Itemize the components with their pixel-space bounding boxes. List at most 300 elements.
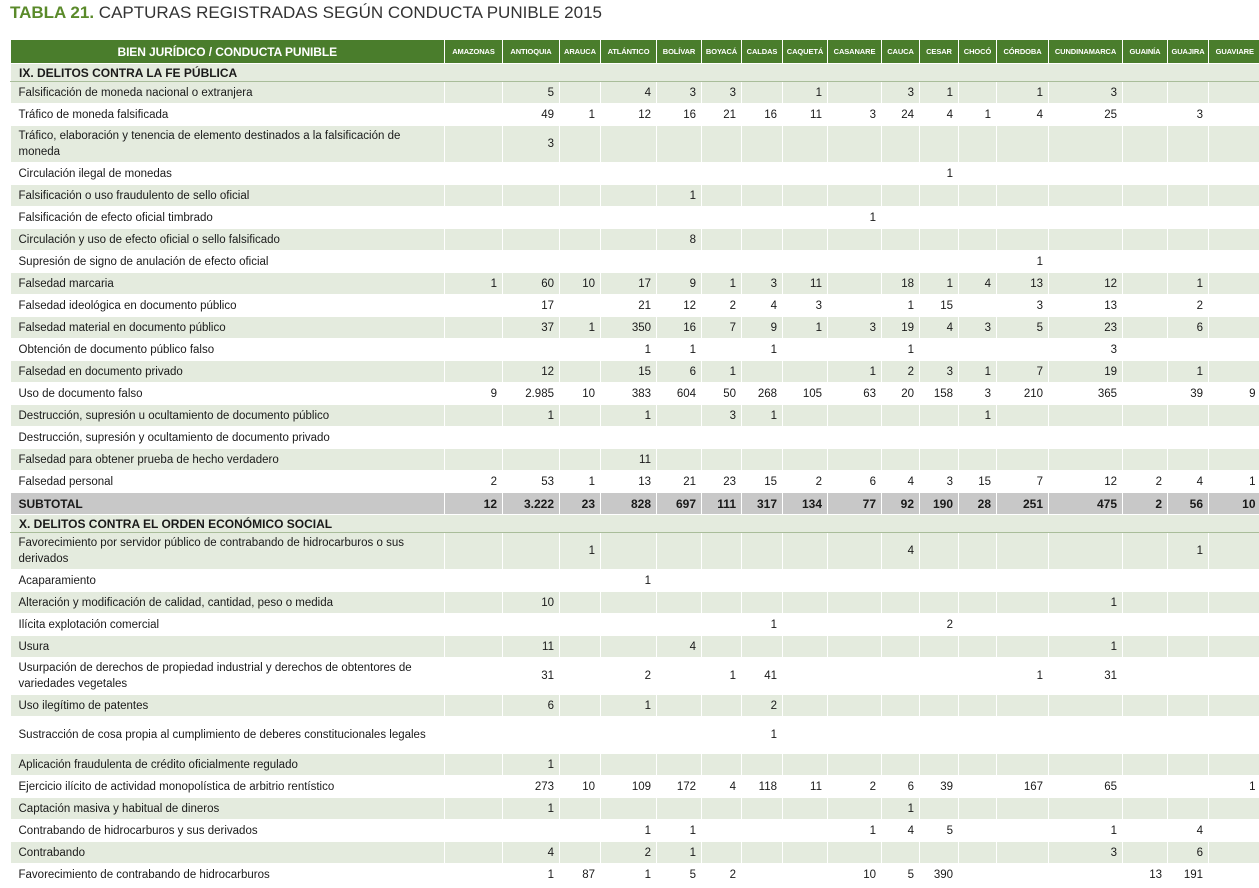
table-cell: 41 <box>742 658 783 695</box>
table-cell <box>783 533 828 570</box>
table-cell <box>959 449 997 471</box>
table-cell <box>1123 449 1168 471</box>
column-header: CALDAS <box>742 40 783 64</box>
table-cell: 24 <box>882 104 920 126</box>
table-cell <box>445 361 503 383</box>
table-cell <box>959 295 997 317</box>
table-cell: 11 <box>783 776 828 798</box>
table-cell <box>997 449 1049 471</box>
column-header: GUAINÍA <box>1123 40 1168 64</box>
table-cell <box>503 207 560 229</box>
table-cell <box>1123 104 1168 126</box>
table-cell <box>1049 570 1123 592</box>
table-cell: 2 <box>783 471 828 493</box>
table-cell: 1 <box>601 864 657 886</box>
table-cell <box>1209 295 1259 317</box>
table-cell: 1 <box>601 405 657 427</box>
table-cell <box>997 570 1049 592</box>
column-header: ARAUCA <box>560 40 601 64</box>
table-cell: 1 <box>783 317 828 339</box>
row-label: Falsificación de efecto oficial timbrado <box>11 207 445 229</box>
table-cell: 4 <box>959 273 997 295</box>
table-cell <box>828 614 882 636</box>
table-cell: 1 <box>1209 471 1259 493</box>
table-cell <box>1123 533 1168 570</box>
table-cell <box>1168 658 1209 695</box>
table-cell <box>920 405 959 427</box>
table-cell <box>997 533 1049 570</box>
table-cell: 6 <box>882 776 920 798</box>
table-cell <box>560 614 601 636</box>
table-cell: 21 <box>601 295 657 317</box>
table-cell <box>997 163 1049 185</box>
table-cell: 1 <box>560 104 601 126</box>
table-cell <box>1168 427 1209 449</box>
captures-table <box>10 40 1259 885</box>
table-cell <box>828 449 882 471</box>
table-cell <box>702 449 742 471</box>
table-cell <box>1209 317 1259 339</box>
table-row <box>11 405 1259 427</box>
table-cell: 1 <box>959 104 997 126</box>
table-cell: 2 <box>601 658 657 695</box>
table-cell <box>560 339 601 361</box>
column-header: CÓRDOBA <box>997 40 1049 64</box>
table-cell: 49 <box>503 104 560 126</box>
table-cell: 15 <box>920 295 959 317</box>
table-cell: 4 <box>920 104 959 126</box>
table-cell <box>1049 185 1123 207</box>
table-cell <box>742 592 783 614</box>
table-cell <box>560 717 601 754</box>
table-row <box>11 717 1259 754</box>
table-cell <box>702 754 742 776</box>
table-cell: 9 <box>1209 383 1259 405</box>
table-cell <box>1123 163 1168 185</box>
table-cell <box>920 636 959 658</box>
row-label: Circulación ilegal de monedas <box>11 163 445 185</box>
table-cell: 3 <box>702 405 742 427</box>
table-cell <box>1209 82 1259 104</box>
table-cell: 3 <box>959 317 997 339</box>
table-cell <box>1209 864 1259 886</box>
table-cell <box>1123 592 1168 614</box>
table-cell: 77 <box>828 493 882 515</box>
table-cell: 53 <box>503 471 560 493</box>
table-cell: 1 <box>503 798 560 820</box>
table-cell <box>702 427 742 449</box>
table-cell: 191 <box>1168 864 1209 886</box>
table-cell: 2 <box>920 614 959 636</box>
table-cell <box>601 636 657 658</box>
table-cell: 1 <box>1168 273 1209 295</box>
table-cell: 10 <box>1209 493 1259 515</box>
table-cell: 1 <box>702 658 742 695</box>
column-header: CAUCA <box>882 40 920 64</box>
table-row <box>11 842 1259 864</box>
table-cell <box>1049 126 1123 163</box>
table-cell: 12 <box>1049 273 1123 295</box>
table-cell <box>1209 842 1259 864</box>
table-cell: 3 <box>657 82 702 104</box>
table-cell <box>1123 229 1168 251</box>
table-cell: 1 <box>702 273 742 295</box>
table-cell: 2 <box>1123 471 1168 493</box>
table-cell <box>742 842 783 864</box>
row-label: Ilícita explotación comercial <box>11 614 445 636</box>
table-cell <box>920 229 959 251</box>
table-cell <box>503 427 560 449</box>
table-cell <box>445 405 503 427</box>
table-cell <box>997 695 1049 717</box>
table-cell <box>503 229 560 251</box>
table-cell: 2 <box>742 695 783 717</box>
table-cell: 23 <box>1049 317 1123 339</box>
section-row <box>11 64 1259 82</box>
table-cell <box>702 636 742 658</box>
table-cell <box>882 592 920 614</box>
table-cell <box>657 126 702 163</box>
table-cell: 1 <box>601 820 657 842</box>
table-cell <box>1123 383 1168 405</box>
table-cell: 3 <box>783 295 828 317</box>
table-cell <box>1123 717 1168 754</box>
table-cell <box>882 614 920 636</box>
table-cell <box>1168 636 1209 658</box>
table-cell: 31 <box>1049 658 1123 695</box>
table-cell: 9 <box>657 273 702 295</box>
table-cell: 10 <box>560 776 601 798</box>
table-cell <box>959 570 997 592</box>
table-cell <box>1209 798 1259 820</box>
table-cell <box>920 592 959 614</box>
table-cell <box>783 636 828 658</box>
table-row <box>11 82 1259 104</box>
row-label: Destrucción, supresión u ocultamiento de documento público <box>11 405 445 427</box>
row-label: Falsedad marcaria <box>11 273 445 295</box>
table-cell <box>1209 207 1259 229</box>
table-cell <box>445 317 503 339</box>
table-cell <box>882 717 920 754</box>
table-cell <box>920 754 959 776</box>
table-cell <box>1123 636 1168 658</box>
table-cell: 4 <box>882 471 920 493</box>
column-header: BOLÍVAR <box>657 40 702 64</box>
table-cell: 697 <box>657 493 702 515</box>
table-cell <box>1049 449 1123 471</box>
table-cell <box>1209 126 1259 163</box>
row-label: Favorecimiento por servidor público de contrabando de hidrocarburos o sus derivados <box>11 533 445 570</box>
table-cell <box>997 592 1049 614</box>
table-cell: 4 <box>503 842 560 864</box>
table-cell <box>1168 776 1209 798</box>
table-cell <box>1049 614 1123 636</box>
table-cell <box>657 427 702 449</box>
row-label: Sustracción de cosa propia al cumplimiento de deberes constitucionales legales <box>11 717 445 754</box>
table-row <box>11 754 1259 776</box>
table-cell <box>959 592 997 614</box>
table-cell <box>997 207 1049 229</box>
table-cell <box>783 798 828 820</box>
table-cell: 383 <box>601 383 657 405</box>
table-cell: 19 <box>882 317 920 339</box>
table-cell: 604 <box>657 383 702 405</box>
table-cell <box>657 251 702 273</box>
table-cell: 17 <box>601 273 657 295</box>
table-cell <box>657 798 702 820</box>
table-cell: 1 <box>828 361 882 383</box>
table-cell: 16 <box>742 104 783 126</box>
table-cell <box>601 126 657 163</box>
row-label: Favorecimiento de contrabando de hidrocarburos <box>11 864 445 886</box>
table-cell <box>1123 126 1168 163</box>
table-cell <box>445 695 503 717</box>
table-cell <box>1123 317 1168 339</box>
column-header: CHOCÓ <box>959 40 997 64</box>
table-cell: 1 <box>601 695 657 717</box>
table-cell <box>882 207 920 229</box>
table-cell <box>783 570 828 592</box>
table-cell <box>1049 798 1123 820</box>
table-cell <box>560 405 601 427</box>
table-cell: 8 <box>657 229 702 251</box>
table-cell <box>601 754 657 776</box>
table-cell <box>920 798 959 820</box>
table-cell <box>601 798 657 820</box>
table-cell <box>1209 229 1259 251</box>
table-cell: 1 <box>882 339 920 361</box>
table-cell <box>828 658 882 695</box>
table-cell <box>1168 126 1209 163</box>
table-cell <box>702 163 742 185</box>
table-cell <box>503 570 560 592</box>
table-cell <box>1123 361 1168 383</box>
row-label: Tráfico, elaboración y tenencia de elemento destinados a la falsificación de moneda <box>11 126 445 163</box>
table-cell: 111 <box>702 493 742 515</box>
table-cell <box>828 273 882 295</box>
table-cell <box>601 427 657 449</box>
table-cell: 4 <box>702 776 742 798</box>
table-cell <box>997 126 1049 163</box>
table-cell <box>601 163 657 185</box>
table-cell: 5 <box>657 864 702 886</box>
table-cell <box>1209 449 1259 471</box>
table-cell <box>828 82 882 104</box>
table-cell <box>997 798 1049 820</box>
table-cell <box>560 126 601 163</box>
table-cell: 23 <box>560 493 601 515</box>
table-cell <box>959 864 997 886</box>
table-cell <box>601 614 657 636</box>
table-cell: 3 <box>882 82 920 104</box>
table-cell <box>920 842 959 864</box>
table-cell: 15 <box>742 471 783 493</box>
table-cell <box>1049 754 1123 776</box>
table-cell: 12 <box>503 361 560 383</box>
table-cell: 1 <box>702 361 742 383</box>
table-cell <box>503 449 560 471</box>
table-row <box>11 361 1259 383</box>
table-cell <box>560 570 601 592</box>
table-cell: 6 <box>503 695 560 717</box>
table-cell: 1 <box>657 820 702 842</box>
table-cell: 1 <box>601 570 657 592</box>
table-cell <box>882 405 920 427</box>
table-cell <box>560 251 601 273</box>
table-cell <box>882 695 920 717</box>
section-label: X. DELITOS CONTRA EL ORDEN ECONÓMICO SOCIAL <box>11 515 1259 533</box>
table-cell <box>828 126 882 163</box>
table-cell: 3 <box>702 82 742 104</box>
column-header: CESAR <box>920 40 959 64</box>
table-cell: 4 <box>601 82 657 104</box>
table-cell <box>1123 273 1168 295</box>
table-cell <box>1123 798 1168 820</box>
table-cell <box>997 820 1049 842</box>
table-cell: 1 <box>783 82 828 104</box>
table-cell: 1 <box>742 717 783 754</box>
table-cell <box>445 798 503 820</box>
table-cell <box>1209 614 1259 636</box>
table-cell: 6 <box>657 361 702 383</box>
table-cell <box>959 207 997 229</box>
table-cell <box>1209 185 1259 207</box>
table-cell: 2 <box>1168 295 1209 317</box>
subtotal-row <box>11 493 1259 515</box>
table-row <box>11 533 1259 570</box>
table-cell: 10 <box>828 864 882 886</box>
table-cell <box>560 798 601 820</box>
table-cell: 3 <box>1049 339 1123 361</box>
table-cell: 23 <box>702 471 742 493</box>
table-cell: 1 <box>1168 533 1209 570</box>
table-cell <box>560 361 601 383</box>
table-cell: 6 <box>1168 842 1209 864</box>
table-cell <box>1049 207 1123 229</box>
table-cell: 15 <box>959 471 997 493</box>
table-cell <box>702 592 742 614</box>
table-cell <box>920 717 959 754</box>
table-cell: 1 <box>560 471 601 493</box>
row-label: Alteración y modificación de calidad, cantidad, peso o medida <box>11 592 445 614</box>
table-cell <box>742 207 783 229</box>
table-cell: 56 <box>1168 493 1209 515</box>
table-cell: 39 <box>920 776 959 798</box>
table-cell <box>560 427 601 449</box>
table-cell <box>742 126 783 163</box>
table-cell <box>560 185 601 207</box>
table-cell <box>445 339 503 361</box>
table-cell <box>1049 533 1123 570</box>
table-cell <box>560 207 601 229</box>
table-cell <box>1123 754 1168 776</box>
table-cell: 39 <box>1168 383 1209 405</box>
table-cell <box>1209 695 1259 717</box>
table-cell <box>783 427 828 449</box>
table-cell <box>959 126 997 163</box>
table-cell <box>503 614 560 636</box>
table-cell: 1 <box>828 207 882 229</box>
table-number: TABLA 21. <box>10 3 95 22</box>
table-cell <box>1049 163 1123 185</box>
table-cell <box>657 405 702 427</box>
row-label: Supresión de signo de anulación de efecto oficial <box>11 251 445 273</box>
table-cell: 25 <box>1049 104 1123 126</box>
table-cell <box>445 658 503 695</box>
table-cell <box>828 717 882 754</box>
table-cell <box>742 163 783 185</box>
table-cell: 3 <box>997 295 1049 317</box>
table-row <box>11 207 1259 229</box>
table-cell <box>1168 339 1209 361</box>
table-cell <box>445 295 503 317</box>
table-cell: 5 <box>882 864 920 886</box>
table-cell <box>920 658 959 695</box>
table-cell <box>1123 842 1168 864</box>
table-cell <box>828 798 882 820</box>
table-title <box>10 3 602 23</box>
table-cell <box>503 533 560 570</box>
section-row <box>11 515 1259 533</box>
table-cell <box>997 614 1049 636</box>
table-row <box>11 163 1259 185</box>
table-cell <box>657 449 702 471</box>
table-cell <box>445 636 503 658</box>
table-cell <box>783 614 828 636</box>
table-cell <box>882 449 920 471</box>
table-cell <box>1123 185 1168 207</box>
table-row <box>11 570 1259 592</box>
table-cell: 3 <box>1168 104 1209 126</box>
table-row <box>11 614 1259 636</box>
table-cell: 273 <box>503 776 560 798</box>
table-cell: 172 <box>657 776 702 798</box>
table-cell: 1 <box>560 533 601 570</box>
table-cell <box>1168 592 1209 614</box>
table-cell: 12 <box>601 104 657 126</box>
table-cell <box>1168 185 1209 207</box>
table-cell <box>882 570 920 592</box>
table-cell <box>503 339 560 361</box>
table-cell: 1 <box>1168 361 1209 383</box>
table-cell: 10 <box>503 592 560 614</box>
table-cell <box>445 614 503 636</box>
table-cell: 87 <box>560 864 601 886</box>
table-cell <box>1123 570 1168 592</box>
table-cell <box>657 614 702 636</box>
table-cell <box>1123 82 1168 104</box>
table-cell <box>657 695 702 717</box>
table-cell: 1 <box>503 864 560 886</box>
row-label: Ejercicio ilícito de actividad monopolística de arbitrio rentístico <box>11 776 445 798</box>
table-cell <box>1209 717 1259 754</box>
table-cell <box>828 592 882 614</box>
table-cell: 1 <box>920 273 959 295</box>
table-cell <box>560 842 601 864</box>
table-cell: 5 <box>503 82 560 104</box>
table-cell <box>959 82 997 104</box>
table-cell <box>1209 405 1259 427</box>
table-cell <box>702 339 742 361</box>
table-cell <box>920 339 959 361</box>
table-cell: 13 <box>1123 864 1168 886</box>
table-cell <box>997 405 1049 427</box>
table-cell <box>1209 339 1259 361</box>
table-cell <box>1209 754 1259 776</box>
table-cell <box>702 820 742 842</box>
table-cell <box>828 570 882 592</box>
table-cell <box>882 229 920 251</box>
